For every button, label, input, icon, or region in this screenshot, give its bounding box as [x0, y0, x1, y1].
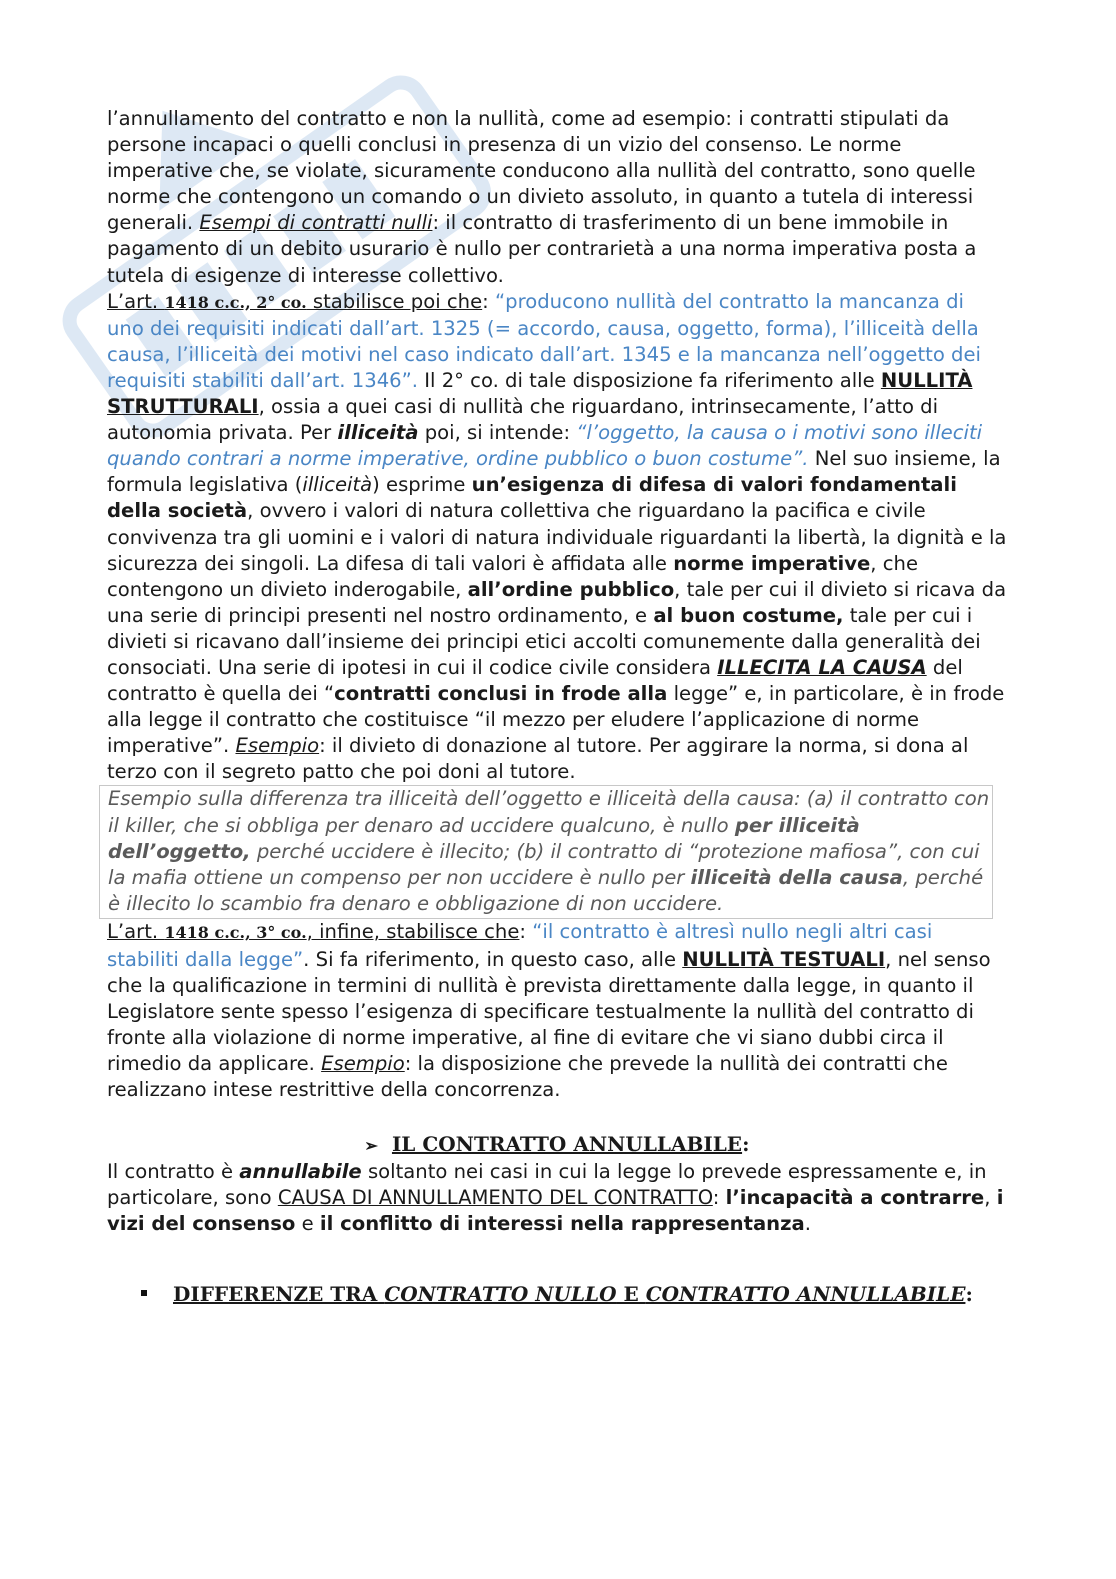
document-page	[107, 106, 1007, 1307]
section-heading-contratto-annullabile: ➢ IL CONTRATTO ANNULLABILE:	[364, 1132, 750, 1157]
section-heading-differenze: DIFFERENZE TRA CONTRATTO NULLO E CONTRATTO ANNULLABILE:	[141, 1281, 1007, 1307]
term-nullita-testuali: NULLITÀ TESTUALI	[682, 947, 886, 971]
example-box: Esempio sulla differenza tra illiceità dell’oggetto e illiceità della causa: (a) il contratto con il killer, che si obbliga per denaro ad uccidere qualcuno, è nullo per illiceità dell’oggetto, perché uccidere è illecito; (b) il contratto di “protezione mafiosa”, con cui la mafia ottiene un compenso per non uccidere è nullo per illiceità della causa, perché è illecito lo scambio fra denaro e obbligazione di non uccidere.	[99, 785, 993, 919]
quote-illiceita: “l’oggetto, la causa o i motivi sono illeciti quando contrari a norme imperative, ordine pubblico o buon costume”.	[107, 421, 983, 471]
square-bullet-icon	[141, 1290, 147, 1296]
citation-1418-3: 1418 c.c., 3° co.	[164, 923, 307, 943]
paragraph-art-1418-comma-2: L’art. 1418 c.c., 2° co. stabilisce poi che: “producono nullità del contratto la mancanza di uno dei requisiti indicati dall’art. 1325 (= accordo, causa, oggetto, forma), l’illiceità della causa, l’illiceità dei motivi nel caso indicato dall’art. 1345 e la mancanza nell’oggetto dei requisiti stabiliti dall’art. 1346”. Il 2° co. di tale disposizione fa riferimento alle NULLITÀ STRUTTURALI, ossia a quei casi di nullità che riguardano, intrinsecamente, l’atto di autonomia privata. Per illiceità poi, si intende: “l’oggetto, la causa o i motivi sono illeciti quando contrari a norme imperative, ordine pubblico o buon costume”. Nel suo insieme, la formula legislativa (illiceità) esprime un’esigenza di difesa di valori fondamentali della società, ovvero i valori di natura collettiva che riguardano la pacifica e civile convivenza tra gli uomini e i valori di natura individuale riguardanti la libertà, la dignità e la sicurezza dei singoli. La difesa di tali valori è affidata alle norme imperative, che contengono un divieto inderogabile, all’ordine pubblico, tale per cui il divieto si ricava da una serie di principi presenti nel nostro ordinamento, e al buon costume, tale per cui i divieti si ricavano dall’insieme dei principi etici accolti comunemente dalla generalità dei consociati. Una serie di ipotesi in cui il codice civile considera ILLECITA LA CAUSA del contratto è quella dei “contratti conclusi in frode alla legge” e, in particolare, è in frode alla legge il contratto che costituisce “il mezzo per eludere l’applicazione di norme imperative”. Esempio: il divieto di donazione al tutore. Per aggirare la norma, si dona al terzo con il segreto patto che poi doni al tutore.	[107, 289, 1007, 784]
quote-art-1418-2: “producono nullità del contratto la mancanza di uno dei requisiti indicati dall’art. 1325 (= accordo, causa, oggetto, forma), l’illiceità della causa, l’illiceità dei motivi nel caso indicato dall’art. 1345 e la mancanza nell’oggetto dei requisiti stabiliti dall’art. 1346”.	[107, 289, 981, 392]
term-nullita-strutturali: NULLITÀ STRUTTURALI	[107, 368, 973, 419]
citation-1418-2: 1418 c.c., 2° co.	[164, 292, 307, 312]
paragraph-annullabile: Il contratto è annullabile soltanto nei casi in cui la legge lo prevede espressamente e, in particolare, sono CAUSA DI ANNULLAMENTO DEL CONTRATTO: l’incapacità a contrarre, i vizi del consenso e il conflitto di interessi nella rappresentanza.	[107, 1160, 1004, 1236]
term-illecita-la-causa: ILLECITA LA CAUSA	[717, 655, 927, 679]
term-illiceita: illiceità	[337, 421, 419, 445]
quote-art-1418-3: “il contratto è altresì nullo negli altri casi stabiliti dalla legge”	[107, 920, 933, 971]
paragraph-art-1418-comma-3: L’art. 1418 c.c., 3° co., infine, stabilisce che: “il contratto è altresì nullo negli altri casi stabiliti dalla legge”. Si fa riferimento, in questo caso, alle NULLITÀ TESTUALI, nel senso che la qualificazione in termini di nullità è prevista direttamente dalla legge, in quanto il Legislatore sente spesso l’esigenza di specificare testualmente la nullità del contratto di fronte alla violazione di norme imperative, al fine di evitare che vi siano dubbi circa il rimedio da applicare. Esempio: la disposizione che prevede la nullità dei contratti che realizzano intese restrittive della concorrenza.	[107, 920, 991, 1101]
arrow-bullet-icon: ➢	[364, 1136, 378, 1156]
paragraph-nullita-imperative: l’annullamento del contratto e non la nullità, come ad esempio: i contratti stipulati da persone incapaci o quelli conclusi in presenza di un vizio del consenso. Le norme imperative che, se violate, sicuramente conducono alla nullità del contratto, sono quelle norme che contengono un comando o un divieto assoluto, in quanto a tutela di interessi generali. Esempi di contratti nulli: il contratto di trasferimento di un bene immobile in pagamento di un debito usurario è nullo per contrarietà a una norma imperativa posta a tutela di esigenze di interesse collettivo.	[107, 107, 977, 287]
link-esempi-contratti-nulli: Esempi di contratti nulli	[199, 211, 433, 235]
